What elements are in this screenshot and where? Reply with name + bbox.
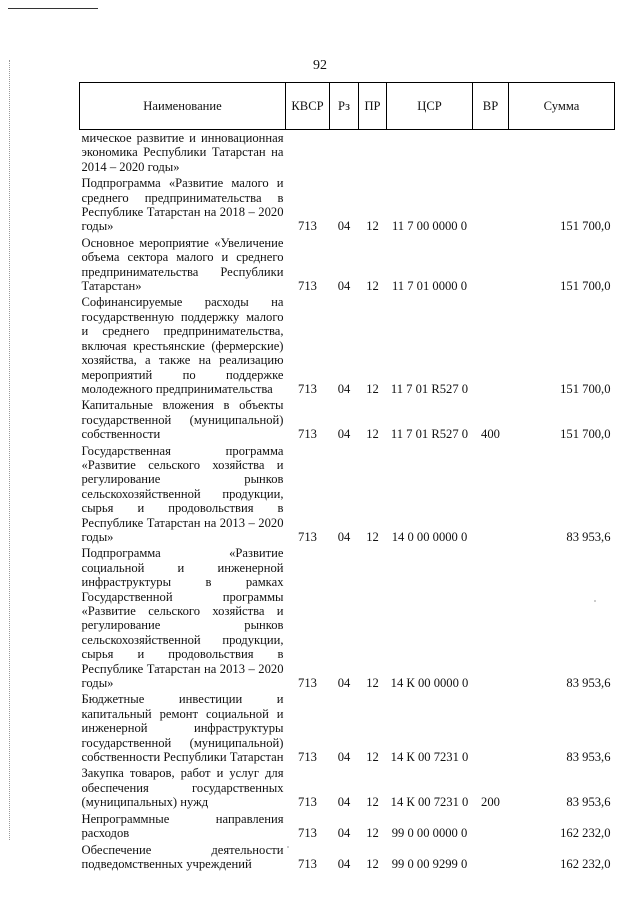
row-name: Подпрограмма «Развитие социальной и инженерной инфраструктуры в рамках Государственной программы «Развитие сельского хозяйства и регулирование рынков сельскохозяйственной продукции, сырья и продовольствия в Республике Татарстан на 2013 – 2020 годы» [81,546,284,691]
row-csr: 99 0 00 9299 0 [391,856,468,871]
row-csr: 11 7 01 0000 0 [391,279,468,294]
row-pr [359,130,387,176]
row-name: Непрограммные направления расходов [81,811,284,841]
row-sum: 151 700,0 [560,381,611,396]
row-kvsr: 713 [298,750,317,765]
row-vr [473,294,509,397]
row-csr: 11 7 00 0000 0 [391,219,468,234]
row-name: Бюджетные инвестиции и капитальный ремонт социальной и инженерной инфраструктуры государственной (муниципальной) собственности Республики Татарстан [81,692,284,765]
row-vr: 200 [481,795,500,810]
header-kvsr: КВСР [286,83,330,130]
row-vr [473,175,509,235]
row-sum: 162 232,0 [560,826,611,841]
row-csr: 14 К 00 0000 0 [390,676,469,691]
row-csr [387,130,473,176]
row-kvsr [286,130,330,176]
row-sum: 83 953,6 [566,676,611,691]
row-kvsr: 713 [298,676,317,691]
row-pr: 12 [366,427,379,442]
scan-speck [594,600,596,602]
row-kvsr: 713 [298,381,317,396]
row-vr: 400 [481,427,500,442]
table-row [80,397,615,442]
row-sum: 151 700,0 [560,219,611,234]
row-name: Основное мероприятие «Увеличение объема сектора малого и среднего предпринимательства Республики Татарстан» [81,235,284,294]
row-pr: 12 [366,750,379,765]
row-rz: 04 [337,381,351,396]
row-rz: 04 [337,856,351,871]
row-name: Закупка товаров, работ и услуг для обеспечения государственных (муниципальных) нужд [81,766,284,810]
row-kvsr: 713 [298,795,317,810]
binding-margin-line [9,60,10,840]
table-row [80,545,615,691]
table-row [80,294,615,397]
table-header [80,83,615,130]
row-csr: 14 К 00 7231 0 [390,750,469,765]
table-row [80,842,615,873]
row-kvsr: 713 [298,427,317,442]
row-rz: 04 [337,750,351,765]
row-vr [473,691,509,765]
table-row [80,130,615,176]
row-pr: 12 [366,795,379,810]
row-csr: 14 К 00 7231 0 [390,795,469,810]
table-row [80,175,615,235]
row-pr: 12 [366,676,379,691]
row-sum: 83 953,6 [566,795,611,810]
row-name: Обеспечение деятельности подведомственных учреждений [81,842,284,871]
row-kvsr: 713 [298,219,317,234]
scan-speck [287,846,289,848]
row-pr: 12 [366,529,379,544]
row-csr: 11 7 01 R527 0 [390,381,469,396]
row-rz [330,130,359,176]
row-vr [473,443,509,546]
header-name: Наименование [80,83,286,130]
table-row [80,235,615,295]
row-vr [473,130,509,176]
row-name: мическое развитие и инновационная экономика Республики Татарстан на 2014 – 2020 годы» [81,131,284,174]
row-sum: 83 953,6 [566,750,611,765]
header-csr: ЦСР [387,83,473,130]
row-name: Подпрограмма «Развитие малого и среднего предпринимательства в Республике Татарстан на 2018 – 2020 годы» [81,176,284,234]
row-csr: 99 0 00 0000 0 [391,826,468,841]
row-rz: 04 [337,279,351,294]
table-row [80,765,615,810]
row-sum: 151 700,0 [560,279,611,294]
row-sum: 162 232,0 [560,856,611,871]
header-pr: ПР [359,83,387,130]
header-sum: Сумма [509,83,615,130]
row-vr [473,842,509,873]
row-name: Софинансируемые расходы на государственную поддержку малого и среднего предпринимательства, включая крестьянские (фермерские) хозяйства, а также на реализацию мероприятий по поддержке молодежного предпринимательства [81,295,284,396]
table-row [80,691,615,765]
row-kvsr: 713 [298,856,317,871]
row-rz: 04 [337,676,351,691]
row-pr: 12 [366,279,379,294]
row-pr: 12 [366,219,379,234]
page-number: 92 [313,58,327,73]
row-sum [509,130,615,176]
header-vr: ВР [473,83,509,130]
row-rz: 04 [337,219,351,234]
row-vr [473,235,509,295]
row-vr [473,811,509,842]
row-name: Государственная программа «Развитие сельского хозяйства и регулирование рынков сельскохозяйственной продукции, сырья и продовольствия в Республике Татарстан на 2013 – 2020 годы» [81,443,284,544]
table-row [80,811,615,842]
row-rz: 04 [337,826,351,841]
row-rz: 04 [337,795,351,810]
row-pr: 12 [366,826,379,841]
row-rz: 04 [337,529,351,544]
row-pr: 12 [366,856,379,871]
row-sum: 151 700,0 [560,427,611,442]
row-vr [473,545,509,691]
header-rz: Рз [330,83,359,130]
row-csr: 14 0 00 0000 0 [391,529,468,544]
row-csr: 11 7 01 R527 0 [390,427,469,442]
row-kvsr: 713 [298,279,317,294]
row-kvsr: 713 [298,826,317,841]
row-name: Капитальные вложения в объекты государственной (муниципальной) собственности [81,398,284,442]
row-pr: 12 [366,381,379,396]
table-body [80,130,615,873]
row-rz: 04 [337,427,351,442]
budget-table [79,82,615,872]
row-sum: 83 953,6 [566,529,611,544]
row-kvsr: 713 [298,529,317,544]
top-left-rule [8,8,98,9]
table-row [80,443,615,546]
